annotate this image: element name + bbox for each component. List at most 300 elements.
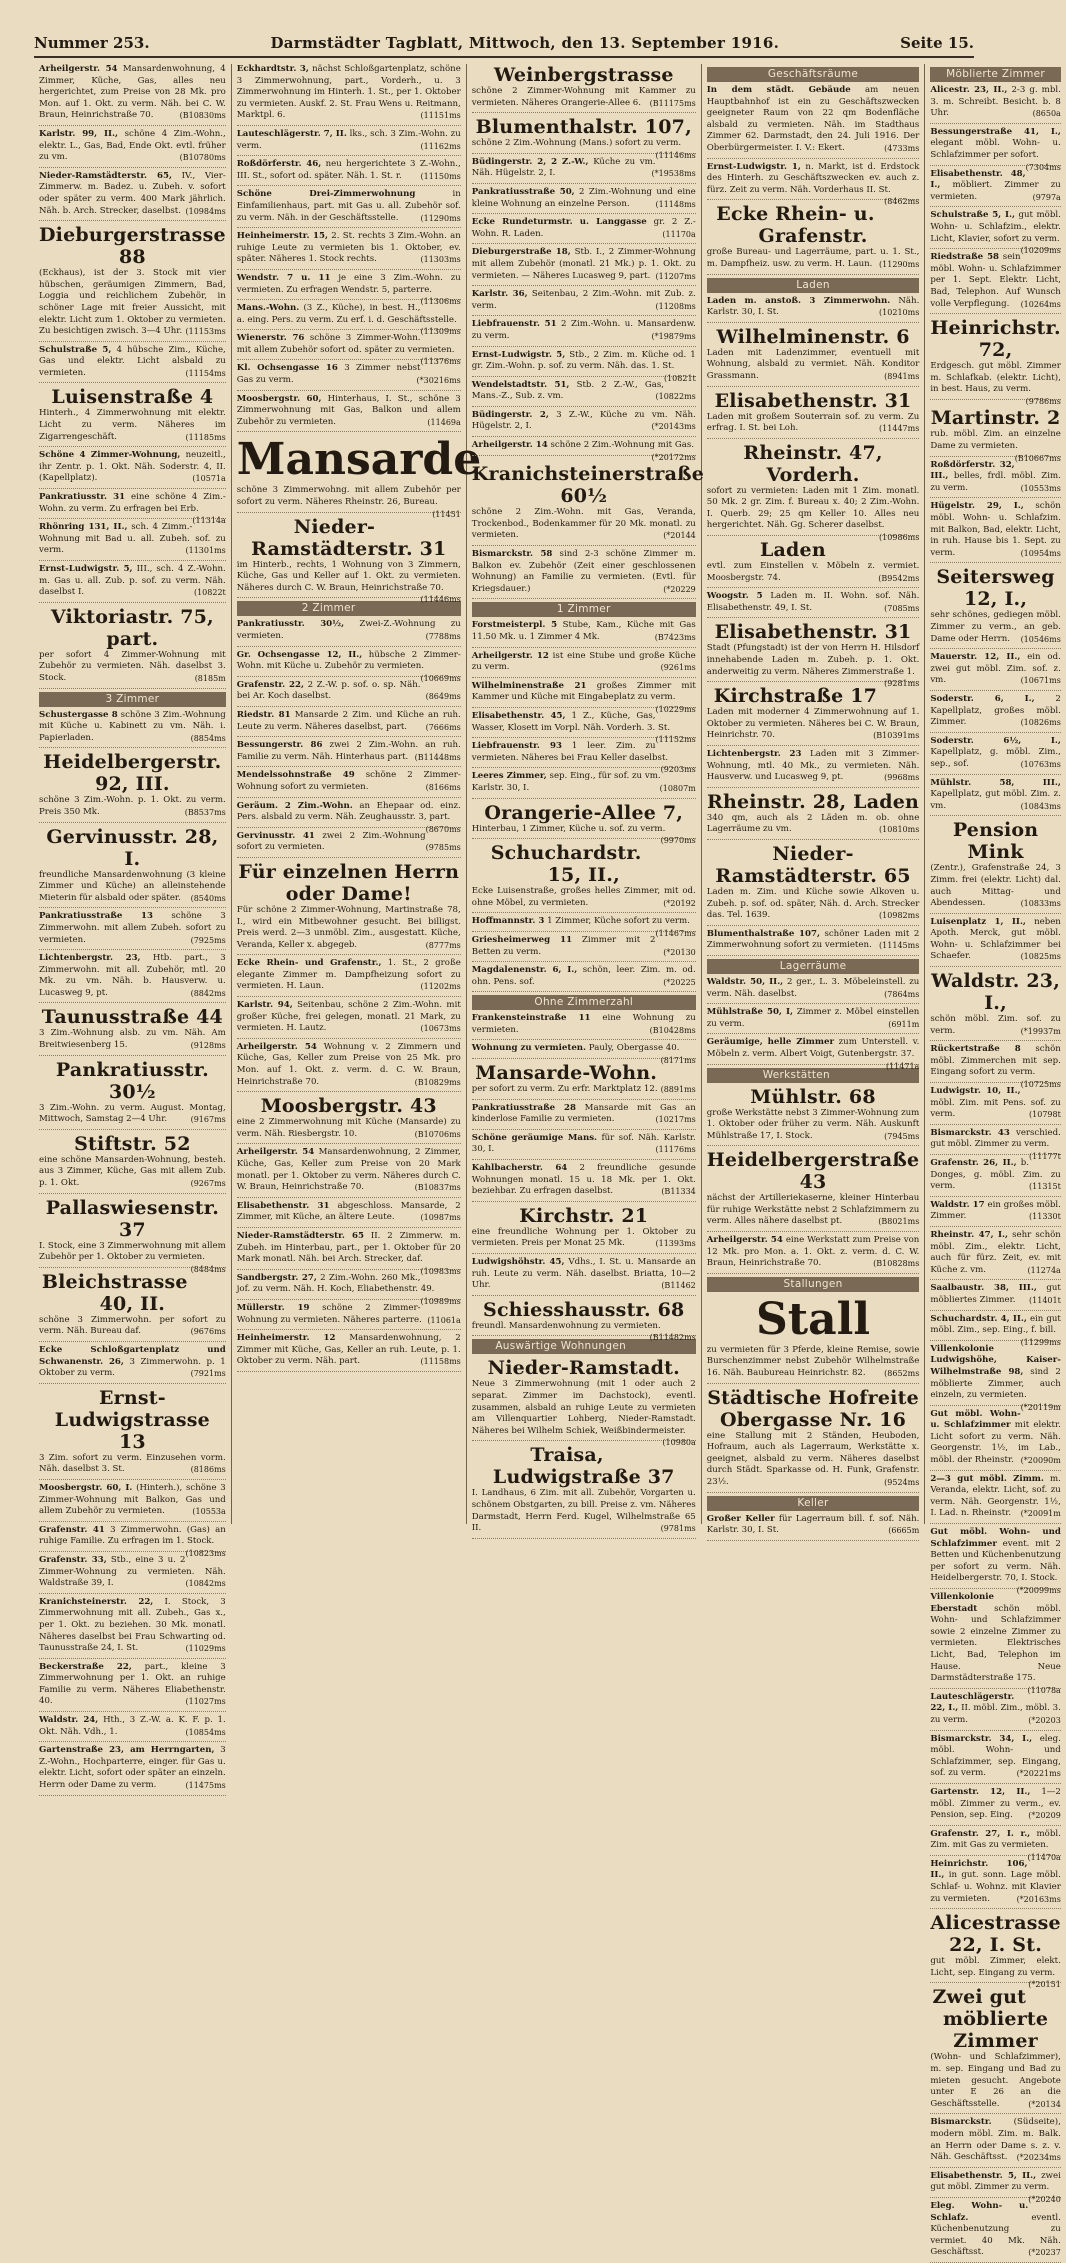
ad-text: schön möbl. Zim. sof. zu verm. bbox=[930, 1014, 1061, 1036]
ad-text: sein möbl. Wohn- u. Schlafzimmer per 1. Sept. Elektr. Licht, Bad, Telephon. Auf Wunsch volle Verpflegung. bbox=[930, 252, 1061, 309]
ad-reference-code: (10553ms bbox=[1020, 483, 1061, 493]
ad-text: 1 Z., Küche, Gas, Wasser, Klosett im Vorpl. Näh. Vorderh. 3. St. bbox=[471, 710, 671, 733]
ad-heading: Lauteschlägerstr. 7, II. bbox=[236, 128, 347, 139]
classified-ad bbox=[471, 1298, 696, 1343]
ad-heading: Grafenstr. 26, II., bbox=[930, 1158, 1017, 1168]
classified-ad bbox=[39, 826, 226, 909]
ad-heading: Blumenthalstraße 107, bbox=[706, 928, 820, 939]
ad-heading: Elisabethenstr. 5, II., bbox=[930, 2170, 1037, 2181]
ad-heading: Bismarckstr. 43 bbox=[930, 1127, 1010, 1138]
ad-large-heading: Weinbergstrasse bbox=[493, 64, 674, 86]
ad-reference-code: (*20192 bbox=[663, 898, 696, 908]
ad-large-heading: Heidelbergerstr. 92, III. bbox=[43, 751, 222, 796]
classified-ad bbox=[930, 2201, 1061, 2263]
ad-reference-code: (8186ms bbox=[190, 1465, 226, 1475]
ad-reference-code: (B11175ms bbox=[649, 98, 696, 108]
ad-text: Stb. I., 2 Zimmer-Wohnung mit allem Zubehör (monatl. 21 Mk.) p. 1. Okt. zu vermieten. — Näheres Lucasweg 9, part. bbox=[471, 247, 696, 281]
ad-reference-code: (11306ms bbox=[420, 297, 461, 307]
ad-text: am neuen Hauptbahnhof ist ein zu Geschäftszwecken geeigneter Raum von 22 qm Bodenfläche alsbald zu vermieten. Näh. im Stadthaus Zimmer 62. Darmstadt, den 24. Juli 1916. Der Oberbürgermeister. I. V.: Ekert. bbox=[706, 85, 920, 153]
classified-ad bbox=[930, 1313, 1061, 1347]
classified-ad bbox=[930, 1158, 1061, 1197]
ad-text: I. Stock, eine 3 Zimmerwohnung mit allem Zubehör per 1. Oktober zu vermieten. bbox=[39, 1240, 226, 1263]
ad-reference-code: (11202ms bbox=[420, 982, 461, 992]
ad-reference-code: (8854ms bbox=[190, 733, 226, 743]
classified-ad bbox=[236, 800, 461, 834]
ad-large-heading: Mühlstr. 68 bbox=[750, 1085, 876, 1108]
ad-reference-code: (10810ms bbox=[879, 825, 920, 835]
ad-text: gut möbl. Zimmer, elekt. Licht, sep. Eingang zu verm. bbox=[930, 1956, 1061, 1978]
classified-ad bbox=[930, 1592, 1061, 1695]
ad-heading: Bessungerstraße 41, I., bbox=[930, 126, 1061, 137]
ad-heading: Ecke Rhein- und Grafenstr., bbox=[236, 958, 382, 969]
ad-text: 3 Zimmerwohn. (Gas) an ruhige Familie. Zu erfragen im 1. Stock. bbox=[39, 1524, 226, 1547]
classified-ad bbox=[472, 1062, 696, 1100]
ad-reference-code: (11303ms bbox=[420, 255, 461, 265]
ad-reference-code: (*20130 bbox=[663, 947, 696, 957]
ad-reference-code: (9281ms bbox=[884, 679, 920, 689]
ad-text: freundliche Mansardenwohnung (3 kleine Zimmer und Küche) an alleinstehende Mieterin für alsbald oder später. bbox=[39, 869, 226, 903]
ad-large-heading: Kirchstr. 21 bbox=[519, 1204, 649, 1227]
ad-heading: Grafenstr. 41 bbox=[39, 1524, 105, 1535]
ad-reference-code: (B10391ms bbox=[873, 731, 920, 741]
ad-reference-code: (7304ms bbox=[1025, 162, 1061, 172]
ad-reference-code: (6665m bbox=[888, 1526, 920, 1536]
ad-heading: Eleg. Wohn- u. Schlafz. bbox=[930, 2200, 1029, 2223]
classified-ad bbox=[930, 917, 1061, 967]
ad-heading: Liebfrauenstr. 51 bbox=[471, 319, 557, 330]
ad-reference-code: (11162ms bbox=[420, 141, 461, 151]
ad-heading: Rhönring 131, II., bbox=[39, 522, 128, 533]
classified-ad bbox=[39, 710, 226, 749]
ad-reference-code: (11153ms bbox=[185, 327, 226, 337]
ad-text: 3 Zimmer nebst Gas zu verm. bbox=[236, 363, 421, 386]
ad-reference-code: (*20234ms bbox=[1016, 2153, 1061, 2163]
ad-reference-code: (*20209 bbox=[1028, 1811, 1061, 1821]
classified-ad bbox=[707, 685, 920, 746]
ad-reference-code: (11376ms bbox=[420, 357, 461, 367]
classified-ad bbox=[930, 1787, 1061, 1826]
ad-text: 2 ger., L. 3. Möbeleinstell. zu verm. Näh. daselbst. bbox=[706, 976, 920, 999]
ad-reference-code: (8484ms bbox=[190, 1264, 226, 1274]
ad-large-heading: Waldstr. 23, I., bbox=[931, 970, 1061, 1015]
ad-text: 1. St., 2 große elegante Zimmer m. Dampfheizung sofort zu vermieten. H. Laun. bbox=[236, 958, 461, 992]
ad-text: neben Apoth. Merck, gut möbl. Wohn- u. Schlafzimmer bei Schaefer. bbox=[930, 916, 1061, 962]
ad-reference-code: (B10428ms bbox=[649, 1025, 696, 1035]
ad-reference-code: (10986ms bbox=[879, 533, 920, 543]
classified-ad bbox=[237, 710, 461, 737]
ad-reference-code: (10980a bbox=[662, 1438, 696, 1448]
ad-reference-code: (*19937m bbox=[1020, 1026, 1061, 1036]
ad-text: Stadt (Pfungstadt) ist der von Herrn H. Hilsdorf innehabende Laden m. Zubeh. p. 1. Okt. anderweitig zu verm. Näheres Zimmerstraße 1. bbox=[706, 643, 920, 677]
classified-ad bbox=[39, 1006, 226, 1055]
classified-ad bbox=[707, 791, 920, 840]
classified-columns bbox=[34, 64, 1061, 2258]
ad-heading: Bismarckstr. 58 bbox=[471, 549, 553, 560]
ad-text: Mansardenwohnung, 2 Zimmer, Küche, Gas, Keller zum Preise von 20 Mark monatl. per 1. Oktober zu verm. Näheres durch C. W. Braun, Heinrichstraße 70. bbox=[236, 1147, 461, 1193]
ad-text: Laden m. II. Wohn. sof. Näh. Elisabethenstr. 49, I. St. bbox=[706, 591, 920, 613]
ad-text: sehr schönes, gediegen möbl. Zimmer zu verm., an geb. Dame oder Herrn. bbox=[930, 610, 1061, 644]
section-banner: Ohne Zimmerzahl bbox=[472, 995, 696, 1010]
ad-heading: Waldstr. 50, II., bbox=[706, 976, 784, 987]
ad-text: III., sch. 4 Z.-Wohn. m. Gas u. all. Zub. p. sof. zu verm. Näh. daselbst I. bbox=[39, 564, 226, 598]
ad-reference-code: (11150ms bbox=[420, 171, 461, 181]
ad-text: Für schöne 2 Zimmer-Wohnung, Martinstraße 78, I., wird ein Mitbewohner gesucht. Bei billigst. Preis werd. 2—3 unmöbl. Zim., ausgestatt. Küche, Veranda, Keller x. abgegeb. bbox=[236, 904, 461, 950]
ad-text: neu hergerichtete 3 Z.-Wohn., III. St., sofort od. später. Näh. 1. St. r. bbox=[236, 159, 461, 181]
classified-ad bbox=[39, 224, 226, 342]
ad-heading: Geräumige, helle Zimmer bbox=[706, 1037, 834, 1048]
classified-ad bbox=[707, 326, 920, 387]
classified-ad bbox=[930, 1283, 1061, 1310]
ad-reference-code: (11471a bbox=[885, 1061, 920, 1071]
ad-heading: 2—3 gut möbl. Zimm. bbox=[930, 1473, 1044, 1484]
ad-heading: Büdingerstr. 2, 2 Z.-W., bbox=[471, 156, 589, 167]
ad-text: schöne 4 Zim.-Wohn., elektr. L., Gas, Bad, Ende Okt. evtl. früher zu vm. bbox=[39, 128, 226, 163]
ad-heading: Gervinusstr. 41 bbox=[236, 830, 315, 841]
classified-ad bbox=[237, 1333, 461, 1372]
classified-ad bbox=[39, 522, 226, 561]
ad-reference-code: (10264ms bbox=[1020, 299, 1061, 309]
ad-text: eleg. möbl. Wohn- und Schlafzimmer, sep. Eingang, sof. zu verm. bbox=[930, 1733, 1061, 1779]
classified-ad bbox=[472, 410, 696, 437]
ad-reference-code: (11301ms bbox=[185, 546, 226, 556]
ad-large-heading: Zwei gut möblierte Zimmer bbox=[932, 1986, 1049, 2053]
ad-reference-code: (11170a bbox=[662, 229, 696, 239]
classified-ad bbox=[707, 843, 920, 926]
classified-ad bbox=[471, 440, 696, 462]
ad-heading: Riedstr. 81 bbox=[236, 709, 291, 720]
column-3 bbox=[467, 64, 705, 1534]
ad-text: per sofort 4 Zimmer-Wohnung mit Zubehör zu vermieten. Näh. daselbst 3. Stock. bbox=[39, 649, 226, 683]
classified-ad bbox=[237, 1147, 461, 1197]
ad-reference-code: (7945ms bbox=[884, 1131, 920, 1141]
ad-heading: Riedstraße 58 bbox=[930, 252, 1000, 263]
ad-text: schöne 3 Zim.-Wohn. p. 1. Okt. zu verm. Preis 350 Mk. bbox=[39, 795, 226, 817]
ad-reference-code: (11185ms bbox=[185, 432, 226, 442]
ad-text: schöne 3 Zimmer-Wohn. mit allem Zubehör sofort od. später zu vermieten. bbox=[236, 333, 455, 355]
ad-text: Ecke Luisenstraße, großes helles Zimmer, mit od. ohne Möbel, zu vermieten. bbox=[471, 886, 696, 908]
classified-ad bbox=[237, 189, 461, 228]
ad-text: 3 Zim.-Wohnung alsb. zu vm. Näh. Am Breitwiesenberg 15. bbox=[39, 1028, 226, 1051]
classified-ad bbox=[237, 958, 461, 997]
ad-text: event. mit 2 Betten und Küchenbenutzung per sofort zu verm. Näh. Heidelbergerstr. 70, I. Stock. bbox=[930, 1538, 1061, 1584]
classified-ad bbox=[472, 651, 696, 678]
ad-heading: Forstmeisterpl. 5 bbox=[471, 620, 558, 631]
ad-large-heading: Moosbergstr. 43 bbox=[260, 1095, 437, 1118]
classified-ad bbox=[707, 296, 920, 323]
ad-display-heading: Stall bbox=[756, 1293, 871, 1345]
classified-ad bbox=[930, 2117, 1061, 2167]
ad-heading: Pankratiusstr. 31 bbox=[39, 492, 126, 503]
classified-ad bbox=[472, 549, 696, 599]
ad-reference-code: (11470a bbox=[1027, 1852, 1061, 1862]
ad-large-heading: Wilhelminenstr. 6 bbox=[716, 325, 910, 348]
ad-text: (Wohn- und Schlafzimmer), m. sep. Eingang und Bad zu mieten gesucht. Angebote unter E 26 an die Geschäftsstelle. bbox=[930, 2052, 1061, 2109]
section-banner: 3 Zimmer bbox=[39, 692, 226, 707]
ad-text: schön, leer. Zim. m. od. ohn. Pens. sof. bbox=[471, 965, 696, 987]
ad-heading: Moosbergstr. 60, I. bbox=[39, 1482, 133, 1493]
ad-text: zwei 2 Zim.-Wohnung sofort zu vermieten. bbox=[236, 830, 426, 853]
classified-ad bbox=[707, 1295, 920, 1384]
ad-heading: Magdalenenstr. 6, I., bbox=[471, 965, 578, 976]
classified-ad bbox=[472, 64, 696, 113]
classified-ad bbox=[707, 390, 920, 439]
ad-text: schöne 2 Zimmer-Wohnung mit Kammer zu vermieten. Näheres Orangerie-Allee 6. bbox=[471, 86, 696, 108]
ad-reference-code: (10989ms bbox=[420, 1296, 461, 1306]
ad-reference-code: (10825ms bbox=[1020, 952, 1061, 962]
ad-text: Stb. 2 Z.-W., Gas, Mans.-Z., Sub. z. vm. bbox=[471, 379, 664, 402]
ad-reference-code: (11330t bbox=[1029, 1212, 1061, 1222]
ad-heading: Hoffmannstr. 3 bbox=[471, 916, 545, 927]
ad-heading: Schöne 4 Zimmer-Wohnung, bbox=[39, 450, 181, 461]
ad-heading: Soderstr. 6½, I., bbox=[930, 735, 1061, 746]
ad-reference-code: (10669ms bbox=[420, 673, 461, 683]
ad-heading: Wendelstadtstr. 51, bbox=[471, 379, 570, 390]
ad-heading: Müllerstr. 19 bbox=[236, 1302, 310, 1313]
ad-text: 2 Zim.-Wohnung und eine kleine Wohnung an einzelne Person. bbox=[471, 186, 696, 209]
ad-text: eine Stallung mit 2 Ständen, Heuboden, Hofraum, auch als Lagerraum, Werkstätte x. geeignet, alsbald zu verm. Näheres daselbst durch Städt. Sparkasse od. H. Funk, Grafenstr. 23½. bbox=[706, 1430, 920, 1487]
ad-reference-code: (11315t bbox=[1029, 1182, 1061, 1192]
classified-ad bbox=[237, 619, 461, 646]
ad-large-heading: Pallaswiesenstr. 37 bbox=[45, 1196, 220, 1241]
ad-text: Mansardenwohnung, 2 Zimmer mit Küche, Gas, Keller an ruh. Leute, p. 1. Oktober zu verm. Näh. part. bbox=[236, 1333, 461, 1367]
ad-heading: Frankensteinstraße 11 bbox=[471, 1013, 591, 1024]
classified-ad bbox=[471, 459, 705, 546]
ad-text: gut möbl. Wohn- u. Schlafzim., elektr. Licht, Klavier, sofort zu verm. bbox=[930, 210, 1061, 244]
ad-reference-code: (*20225 bbox=[663, 977, 696, 987]
ad-text: schöne 3 Zim.-Wohnung mit Küche u. Kabinett zu vm. Näh. i. Papierladen. bbox=[39, 709, 226, 743]
ad-reference-code: (11061a bbox=[427, 1315, 461, 1325]
ad-text: abgeschloss. Mansarde, 2 Zimmer, mit Küche, an ältere Leute. bbox=[236, 1200, 461, 1223]
ad-heading: Mühlstr. 58, III., bbox=[930, 777, 1061, 788]
ad-reference-code: (10822t bbox=[193, 588, 226, 598]
ad-reference-code: (7925ms bbox=[190, 935, 226, 945]
ad-text: Näh. Karlstr. 30, I. St. bbox=[706, 295, 920, 318]
classified-ad bbox=[707, 539, 920, 588]
ad-text: schöne 2 Zimmer-Wohnung zu vermieten. Näheres parterre. bbox=[236, 1302, 422, 1325]
ad-reference-code: (10546ms bbox=[1020, 634, 1061, 644]
ad-reference-code: (11274a bbox=[1027, 1265, 1061, 1275]
classified-ad bbox=[930, 1859, 1061, 1909]
ad-heading: Alicestr. 23, II., bbox=[930, 85, 1008, 95]
ad-heading: Woogstr. 5 bbox=[706, 591, 763, 602]
ad-text: verschied. gut möbl. Zimmer zu verm. bbox=[930, 1127, 1061, 1150]
ad-heading: Mühlstraße 50, I, bbox=[706, 1007, 793, 1018]
ad-reference-code: (11148ms bbox=[655, 199, 696, 209]
ad-reference-code: (10823ms bbox=[185, 1548, 226, 1558]
ad-reference-code: (11447ms bbox=[879, 424, 920, 434]
classified-ad bbox=[39, 564, 226, 603]
ad-reference-code: (11467ms bbox=[655, 928, 696, 938]
ad-reference-code: (11314a bbox=[192, 516, 226, 526]
classified-ad bbox=[236, 649, 461, 683]
classified-ad bbox=[930, 317, 1061, 406]
ad-text: schöner Laden mit 2 Zimmerwohnung sofort zu vermieten. bbox=[706, 928, 920, 951]
ad-large-heading: Nieder-Ramstadt. bbox=[487, 1357, 680, 1380]
ad-reference-code: (11469a bbox=[427, 417, 461, 427]
ad-reference-code: (B10706ms bbox=[414, 1129, 461, 1139]
ad-reference-code: (B11462 bbox=[661, 1281, 696, 1291]
ad-heading: Rückertstraße 8 bbox=[930, 1044, 1021, 1055]
classified-ad bbox=[39, 1271, 226, 1342]
ad-heading: Kahlbacherstr. 64 bbox=[471, 1163, 568, 1174]
ad-text: im Hinterb., rechts, 1 Wohnung von 3 Zimmern, Küche, Gas und Keller auf 1. Okt. zu vermieten. Näheres durch C. W. Braun, Heinrichstraße 70. bbox=[236, 559, 461, 593]
ad-heading: Ecke Schloßgartenplatz und Schwanenstr. 26, bbox=[39, 1345, 226, 1367]
ad-text: evtl. zum Einstellen v. Möbeln z. vermiet. Moosbergstr. 74. bbox=[706, 561, 920, 583]
ad-heading: Arheilgerstr. 12 bbox=[471, 650, 549, 661]
ad-text: Hinterbau, 1 Zimmer, Küche u. sof. zu verm. bbox=[471, 823, 666, 834]
ad-heading: Hügelstr. 29, I., bbox=[930, 501, 1024, 512]
ad-text: 3 Zim. sofort zu verm. Einzusehen vorm. Näh. daselbst 3. St. bbox=[39, 1452, 226, 1475]
ad-heading: Waldstr. 24, bbox=[39, 1715, 99, 1726]
ad-reference-code: (10842ms bbox=[185, 1579, 226, 1589]
ad-reference-code: (B10667ms bbox=[1014, 453, 1061, 463]
ad-large-heading: Taunusstraße 44 bbox=[41, 1006, 223, 1029]
ad-text: 1—2 möbl. Zimmer zu verm., ev. Pension, sep. Eing. bbox=[930, 1786, 1061, 1821]
ad-text: Stb., 2 Zim. m. Küche od. 1 gr. Zim.-Wohn. p. sof. zu verm. Näh. das. 1. St. bbox=[471, 349, 696, 372]
ad-reference-code: (8777ms bbox=[425, 940, 461, 950]
ad-text: 2 Kapellplatz, großes möbl. Zimmer. bbox=[930, 693, 1061, 728]
ad-text: elegant möbl. Wohn- u. Schlafzimmer per sofort. bbox=[930, 138, 1061, 160]
ad-reference-code: (10671ms bbox=[1020, 676, 1061, 686]
ad-reference-code: (B10837ms bbox=[414, 1183, 461, 1193]
column-4 bbox=[702, 64, 926, 1536]
ad-heading: Kranichsteinerstr. 22, bbox=[39, 1596, 154, 1607]
ad-reference-code: (10798t bbox=[1029, 1110, 1061, 1120]
ad-text: zwei 2 Zim.-Wohn. an ruh. Familie zu verm. Näh. Hinterhaus part. bbox=[236, 740, 461, 762]
column-1 bbox=[34, 64, 232, 1791]
ad-large-heading: Städtische Hofreite Obergasse Nr. 16 bbox=[707, 1386, 919, 1431]
ad-text: sind 2 möblierte Zimmer, auch einzeln, zu vermieten. bbox=[930, 1366, 1061, 1401]
ad-heading: Wienerstr. 76 bbox=[236, 333, 305, 344]
ad-heading: Villenkolonie Eberstadt bbox=[930, 1592, 995, 1614]
ad-heading: Geräum. 2 Zim.-Wohn. bbox=[236, 800, 353, 811]
ad-heading: Leeres Zimmer, bbox=[471, 771, 547, 782]
column-2 bbox=[232, 64, 482, 1524]
ad-text: 2. St. rechts 3 Zim.-Wohn. an ruhige Leute zu vermieten bis 1. Oktober, ev. später. Näheres 1. Stock rechts. bbox=[236, 231, 461, 265]
ad-heading: Mans.-Wohn. bbox=[236, 303, 300, 314]
ad-text: Hth., 3 Z.-W. a. K. F. p. 1. Okt. Näh. Vdh., 1. bbox=[39, 1715, 226, 1737]
ad-text: sind 2-3 schöne Zimmer m. Balkon ev. Zubehör (Zeit einer geschlossenen Wohnung) an Familie zu vermieten. (Evtl. für Kriegsdauer.) bbox=[471, 549, 696, 594]
ad-large-heading: Viktoriastr. 75, part. bbox=[50, 605, 214, 650]
ad-heading: In dem städt. Gebäude bbox=[706, 85, 851, 95]
ad-heading: Villenkolonie Ludwigshöhe, Kaiser-Wilhelmstraße 98, bbox=[930, 1343, 1061, 1377]
ad-reference-code: (*20090m bbox=[1020, 1456, 1061, 1466]
ad-reference-code: (8185m bbox=[194, 673, 226, 683]
ad-heading: Beckerstraße 22, bbox=[39, 1661, 132, 1672]
ad-reference-code: (11176ms bbox=[655, 1145, 696, 1155]
ad-text: möbl. Zim. mit Pens. sof. zu verm. bbox=[930, 1097, 1061, 1120]
classified-ad bbox=[39, 1524, 226, 1558]
ad-text: 1 leer. Zim. zu vermieten. Näheres bei Frau Keller daselbst. bbox=[471, 741, 669, 763]
classified-ad bbox=[707, 1514, 920, 1541]
classified-ad bbox=[39, 1059, 226, 1130]
ad-text: nächst Schloßgartenplatz, schöne 3 Zimmerwohnung, part., Vorderh., u. 3 Zimmerwohnung im Hinterh. 1. St., per 1. Oktober zu vermieten. Auskf. 2. St. Frau Wens u. Reitmann, Marktpl. 6. bbox=[236, 64, 461, 121]
ad-reference-code: (B9542ms bbox=[878, 573, 920, 583]
ad-text: belles, frdl. möbl. Zim. zu verm. bbox=[930, 471, 1061, 493]
classified-ad bbox=[707, 749, 920, 788]
classified-ad bbox=[237, 770, 461, 797]
ad-large-heading: Laden bbox=[759, 539, 826, 562]
classified-ad bbox=[39, 129, 226, 168]
ad-heading: Ernst-Ludwigstr. 5, bbox=[39, 564, 133, 574]
ad-reference-code: (*20099ms bbox=[1016, 1586, 1061, 1595]
ad-reference-code: (9128ms bbox=[190, 1041, 226, 1051]
ad-large-heading: Ecke Rhein- u. Grafenstr. bbox=[716, 203, 875, 248]
classified-ad bbox=[39, 1387, 226, 1480]
ad-large-heading: Heidelbergerstraße 43 bbox=[706, 1149, 920, 1194]
ad-text: ein gut möbl. Zim., sep. Eing., f. bill. bbox=[930, 1313, 1061, 1336]
ad-text: für Lagerraum bill. f. sof. Näh. Karlstr. 30, I. St. bbox=[706, 1513, 920, 1536]
section-banner: Laden bbox=[707, 278, 920, 293]
classified-ad bbox=[39, 171, 226, 221]
ad-heading: Eckhardtstr. 3, bbox=[236, 64, 309, 74]
ad-reference-code: (9785ms bbox=[425, 843, 461, 853]
classified-ad bbox=[471, 680, 696, 714]
ad-reference-code: (10229ms bbox=[655, 704, 696, 714]
ad-heading: Ludwigshöhstr. 45, bbox=[471, 1257, 565, 1267]
ad-text: gr. 2 Z.-Wohn. R. Laden. bbox=[471, 217, 696, 239]
classified-ad bbox=[930, 819, 1061, 913]
ad-text: 2 Zim.-Wohn. 260 Mk., jof. zu verm. Näh. H. Koch, Eliabethenstr. 49. bbox=[236, 1272, 435, 1295]
ad-text: eine schöne 4 Zim.-Wohn. zu verm. Zu erfragen bei Erb. bbox=[39, 492, 226, 514]
classified-ad bbox=[930, 1044, 1061, 1090]
ad-heading: Rheinstr. 47, I., bbox=[930, 1229, 1008, 1240]
ad-text: 4 hübsche Zim., Küche, Gas und elektr. Licht alsbald zu vermieten. bbox=[39, 344, 226, 378]
classified-ad bbox=[237, 1201, 461, 1228]
classified-ad bbox=[706, 441, 920, 543]
ad-text: I. Landhaus, 6 Zim. mit all. Zubehör, Vorgarten u. schönem Obstgarten, zu bill. Preise z. vm. Näheres Darmstadt, Herrn Ferd. Kugel, Wilhelmstraße 65 II. bbox=[471, 1488, 696, 1534]
ad-heading: Grafenstr. 27, I. r., bbox=[930, 1828, 1031, 1839]
classified-ad bbox=[707, 929, 920, 956]
classified-ad bbox=[39, 1555, 226, 1594]
ad-heading: Gut möbl. Wohn- u. Schlafzimmer bbox=[930, 1408, 1021, 1431]
ad-text: Mansardenwohnung, 4 Zimmer, Küche, Gas, alles neu hergerichtet, zum Preise von 28 Mk. pro Mon. auf 1. Okt. zu verm. Näh. bei C. W. Braun, Heinrichstraße 70. bbox=[39, 64, 226, 121]
classified-ad bbox=[471, 1357, 696, 1448]
ad-heading: Arheilgerstr. 54 bbox=[236, 1041, 317, 1052]
ad-text: zu vermieten für 3 Pferde, kleine Remise, sowie Burschenzimmer nebst Zubehör Wilhelmstraße 16. Näh. Baubureau Heinrichstr. 82. bbox=[706, 1344, 920, 1379]
ad-heading: Soderstr. 6, I., bbox=[930, 693, 1035, 704]
classified-ad bbox=[707, 85, 920, 159]
ad-text: ein großes möbl. Zimmer. bbox=[930, 1199, 1061, 1222]
ad-heading: Kl. Ochsengasse 16 bbox=[236, 363, 338, 374]
ad-text: schöne 3 Zimmerwohn. mit allem Zubeh. sofort zu vermieten. bbox=[39, 911, 226, 945]
ad-reference-code: (B8537ms bbox=[184, 807, 226, 817]
ad-text: Pauly, Obergasse 40. bbox=[588, 1043, 680, 1054]
ad-reference-code: (8540ms bbox=[190, 893, 226, 903]
ad-reference-code: (10763ms bbox=[1020, 759, 1061, 769]
ad-heading: Bessungerstr. 86 bbox=[236, 740, 323, 751]
ad-heading: Schulstraße 5, bbox=[39, 344, 112, 355]
ad-text: Kapellplatz, g. möbl. Zim., sep., sof. bbox=[930, 747, 1061, 769]
ad-reference-code: (11145ms bbox=[879, 941, 920, 951]
ad-heading: Arheilgerstr. 14 bbox=[471, 440, 548, 451]
ad-reference-code: (*19538ms bbox=[651, 169, 696, 179]
classified-ad bbox=[472, 1163, 696, 1202]
ad-reference-code: (9267ms bbox=[190, 1179, 226, 1189]
classified-ad bbox=[930, 460, 1061, 499]
classified-ad bbox=[930, 1200, 1061, 1227]
ad-reference-code: (9968ms bbox=[884, 773, 920, 783]
ad-heading: Schöne geräumige Mans. bbox=[471, 1132, 598, 1143]
ad-large-heading: Seitersweg 12, I., bbox=[936, 566, 1055, 611]
ad-heading: Arheilgerstr. 54 bbox=[236, 1147, 315, 1158]
ad-reference-code: (8842ms bbox=[190, 988, 226, 998]
classified-ad bbox=[237, 129, 461, 156]
ad-large-heading: Pension Mink bbox=[952, 819, 1039, 864]
ad-text: rub. möbl. Zim. an einzelne Dame zu vermieten. bbox=[930, 429, 1061, 452]
ad-text: sofort zu vermieten: Laden mit 1 Zim. monatl. 50 Mk. 2 gr. Zim. f. Bureau x. 40; 2 Zim.-Wohn. I. Querb. 29; 25 qm Keller 10. Alles neu hergerichtet. Näh. Gg. Scherer daselbst. bbox=[706, 485, 920, 531]
classified-ad bbox=[472, 1444, 696, 1538]
